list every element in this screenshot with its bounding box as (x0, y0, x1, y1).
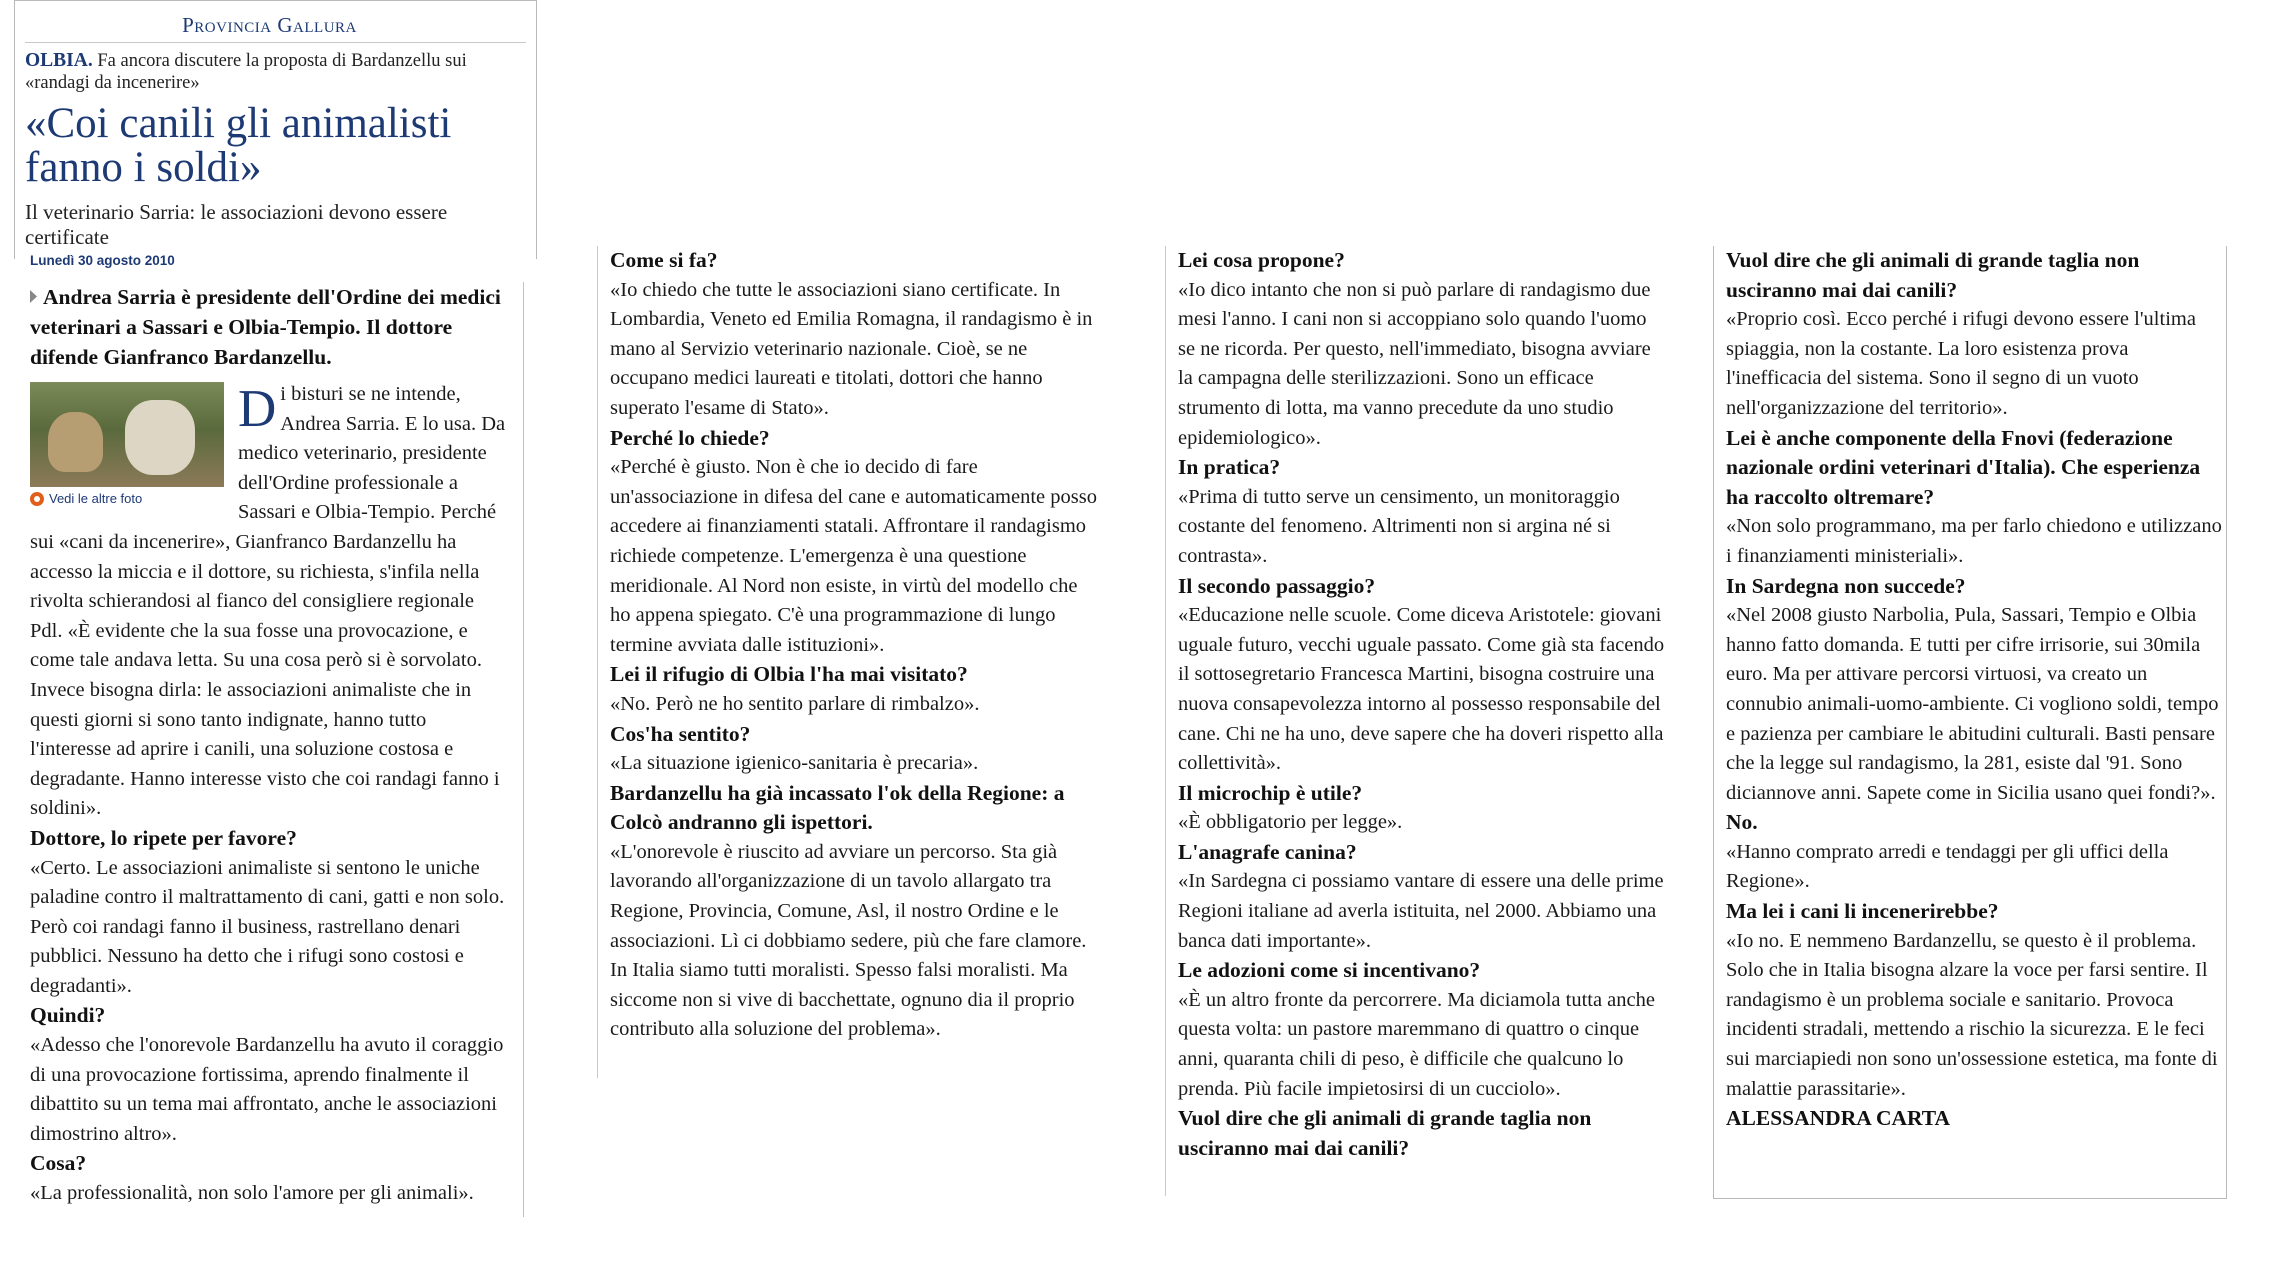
lead-paragraph (30, 282, 509, 372)
gallery-link-label[interactable]: Vedi le altre foto (49, 491, 143, 506)
answer: «Non solo programmano, ma per farlo chiedono e utilizzano i finanziamenti ministeriali». (1726, 515, 2222, 567)
dog-shape (125, 400, 195, 475)
question: Quindi? (30, 1003, 106, 1028)
dog-shape (48, 412, 103, 472)
question: Ma lei i cani li incenerirebbe? (1726, 899, 1999, 924)
headline-line-1: «Coi canili gli animalisti (25, 100, 452, 147)
column-1-body (14, 282, 524, 1217)
question: Come si fa? (610, 248, 718, 272)
question: Vuol dire che gli animali di grande taglia non usciranno mai dai canili? (1726, 248, 2140, 302)
answer: «Io dico intanto che non si può parlare di randagismo due mesi l'anno. I cani non si accoppiano solo quando l'uomo se ne ricorda. Per questo, nell'immediato, bisogna avviare la campagna delle sterilizzazioni. Sono un efficace strumento di lotta, ma vanno precedute da uno studio epidemiologico». (1178, 278, 1651, 449)
answer: «In Sardegna ci possiamo vantare di essere una delle prime Regioni italiane ad averla istituita, nel 2000. Abbiamo una banca dati importante». (1178, 870, 1664, 952)
kicker-place: OLBIA. (25, 50, 93, 71)
header-box (14, 0, 537, 259)
answer: «Prima di tutto serve un censimento, un monitoraggio costante del fenomeno. Altrimenti non si argina né si contrasta». (1178, 485, 1620, 567)
question: Cosa? (30, 1151, 87, 1176)
answer: «Io chiedo che tutte le associazioni siano certificate. In Lombardia, Veneto ed Emilia Romagna, il randagismo è in mano al Servizio veterinario nazionale. Cioè, se ne occupano medici laureati e titolati, dottori che hanno superato l'esame di Stato». (610, 278, 1093, 419)
question: Dottore, lo ripete per favore? (30, 825, 297, 850)
answer: «Proprio così. Ecco perché i rifugi devono essere l'ultima spiaggia, non la costante. La loro esistenza prova l'inefficacia del sistema. Sono il segno di un vuoto nell'organizzazione del territorio». (1726, 308, 2196, 419)
question: In Sardegna non succede? (1726, 573, 1966, 598)
question: Le adozioni come si incentivano? (1178, 958, 1481, 983)
answer: «Adesso che l'onorevole Bardanzellu ha avuto il coraggio di una provocazione fortissima, aprendo finalmente il dibattito su un tema mai affrontato, anche le associazioni dimostrino altro». (30, 1034, 504, 1145)
question: Lei il rifugio di Olbia l'ha mai visitato? (610, 662, 968, 687)
column-2 (597, 246, 1100, 1078)
answer: «No. Però ne ho sentito parlare di rimbalzo». (610, 692, 980, 715)
question: Lei è anche componente della Fnovi (federazione nazionale ordini veterinari d'Italia). Che esperienza ha raccolto oltremare? (1726, 425, 2201, 509)
answer: «Perché è giusto. Non è che io decido di fare un'associazione in difesa del cane e automaticamente posso accedere ai finanziamenti statali. Affrontare il randagismo richiede competenze. L'emergenza è una questione meridionale. Al Nord non esiste, in virtù del modello che ho appena spiegato. C'è una programmazione di lungo termine avviata dalle istituzioni». (610, 456, 1097, 656)
photo-block[interactable] (30, 382, 224, 506)
author-byline: ALESSANDRA CARTA (1726, 1106, 1951, 1131)
question: L'anagrafe canina? (1178, 839, 1357, 864)
publication-date: Lunedì 30 agosto 2010 (30, 253, 175, 268)
question: Perché lo chiede? (610, 425, 770, 450)
newspaper-name: Provincia Gallura (182, 13, 357, 37)
headline-line-2: fanno i soldi» (25, 144, 262, 191)
answer: «L'onorevole è riuscito ad avviare un percorso. Sta già lavorando all'organizzazione di un tavolo allargato tra Regione, Provincia, Comune, Asl, il nostro Ordine e le associazioni. Lì ci dobbiamo sedere, più che fare clamore. In Italia siamo tutti moralisti. Spesso falsi moralisti. Ma siccome non si vive di bacchettate, ognuno dia il proprio contributo alla soluzione del problema». (610, 840, 1087, 1041)
question: Cos'ha sentito? (610, 721, 751, 746)
camera-icon (30, 492, 44, 506)
answer: «Nel 2008 giusto Narbolia, Pula, Sassari, Tempio e Olbia hanno fatto domanda. E tutti per cifre irrisorie, sui 30mila euro. Ma per attivare percorsi virtuosi, va creato un connubio animali-uomo-ambiente. Ci vogliono soldi, tempo e pazienza per cambiare le abitudini culturali. Basti pensare che la legge sul randagismo, la 281, esiste dal '91. Sono diciannove anni. Sapete come in Sicilia usano quei fondi?». (1726, 604, 2219, 804)
dogs-photo[interactable] (30, 382, 224, 487)
divider (25, 42, 526, 43)
lead-text: Andrea Sarria è presidente dell'Ordine dei medici veterinari a Sassari e Olbia-Tempio. Il dottore difende Gianfranco Bardanzellu. (30, 285, 501, 369)
question: Il secondo passaggio? (1178, 573, 1376, 598)
question: Lei cosa propone? (1178, 248, 1345, 272)
answer: «Certo. Le associazioni animaliste si sentono le uniche paladine contro il maltrattamento di cani, gatti e non solo. Però coi randagi fanno il business, rastrellano denari pubblici. Nessuno ha detto che i rifugi sono costosi e degradanti». (30, 856, 505, 997)
column-3 (1165, 246, 1668, 1196)
drop-cap: D (238, 380, 277, 438)
kicker-text: Fa ancora discutere la proposta di Bardanzellu sui «randagi da incenerire» (25, 51, 467, 93)
question: Bardanzellu ha già incassato l'ok della Regione: a Colcò andranno gli ispettori. (610, 780, 1065, 835)
subheadline: Il veterinario Sarria: le associazioni devono essere certificate (25, 200, 448, 249)
answer: «Hanno comprato arredi e tendaggi per gli uffici della Regione». (1726, 840, 2169, 893)
question: Il microchip è utile? (1178, 780, 1363, 805)
article-header-column (14, 0, 537, 259)
question: In pratica? (1178, 455, 1281, 480)
answer: «Io no. E nemmeno Bardanzellu, se questo è il problema. Solo che in Italia bisogna alzare la voce per farsi sentire. Il randagismo è un problema sociale e sanitario. Provoca incidenti stradali, mettendo a rischio la sicurezza. E le feci sui marciapiedi non sono un'ossessione estetica, ma fonte di malattie parassitarie». (1726, 929, 2218, 1100)
intro-text: i bisturi se ne intende, Andrea Sarria. E lo usa. Da medico veterinario, presidente dell'Ordine professionale a Sassari e Olbia-Tempio. Perché sui «cani da incenerire», Gianfranco Bardanzellu ha accesso la miccia e il dottore, su richiesta, s'infila nella rivolta schierandosi al fianco del consigliere regionale Pdl. «È evidente che la sua fosse una provocazione, e come tale andava letta. Su una cosa però si è sorvolato. Invece bisogna dirla: le associazioni animaliste che in questi giorni si sono tanto indignate, hanno tutto l'interesse ad aprire i canili, una soluzione costosa e degradante. Hanno interesse visto che coi randagi fanno i soldini». (30, 383, 506, 820)
answer: «È un altro fronte da percorrere. Ma diciamola tutta anche questa volta: un pastore maremmano di quattro o cinque anni, quaranta chili di peso, è difficile che qualcuno lo prenda. Più facile impietosirsi di un cucciolo». (1178, 988, 1655, 1100)
headline (25, 102, 514, 190)
answer: «È obbligatorio per legge». (1178, 811, 1403, 834)
gallery-link[interactable] (30, 491, 224, 506)
question: No. (1726, 810, 1758, 835)
question: Vuol dire che gli animali di grande taglia non usciranno mai dai canili? (1178, 1106, 1592, 1160)
kicker (25, 50, 514, 94)
bullet-icon (30, 290, 37, 303)
answer: «La situazione igienico-sanitaria è precaria». (610, 752, 979, 775)
answer: «Educazione nelle scuole. Come diceva Aristotele: giovani uguale futuro, vecchi uguale passato. Come già sta facendo il sottosegretario Francesca Martini, bisogna costruire una nuova consapevolezza intorno al possesso responsabile del cane. Chi ne ha uno, deve sapere che ha doveri rispetto alla collettività». (1178, 604, 1665, 775)
answer: «La professionalità, non solo l'amore per gli animali». (30, 1182, 474, 1205)
column-4 (1713, 246, 2227, 1199)
